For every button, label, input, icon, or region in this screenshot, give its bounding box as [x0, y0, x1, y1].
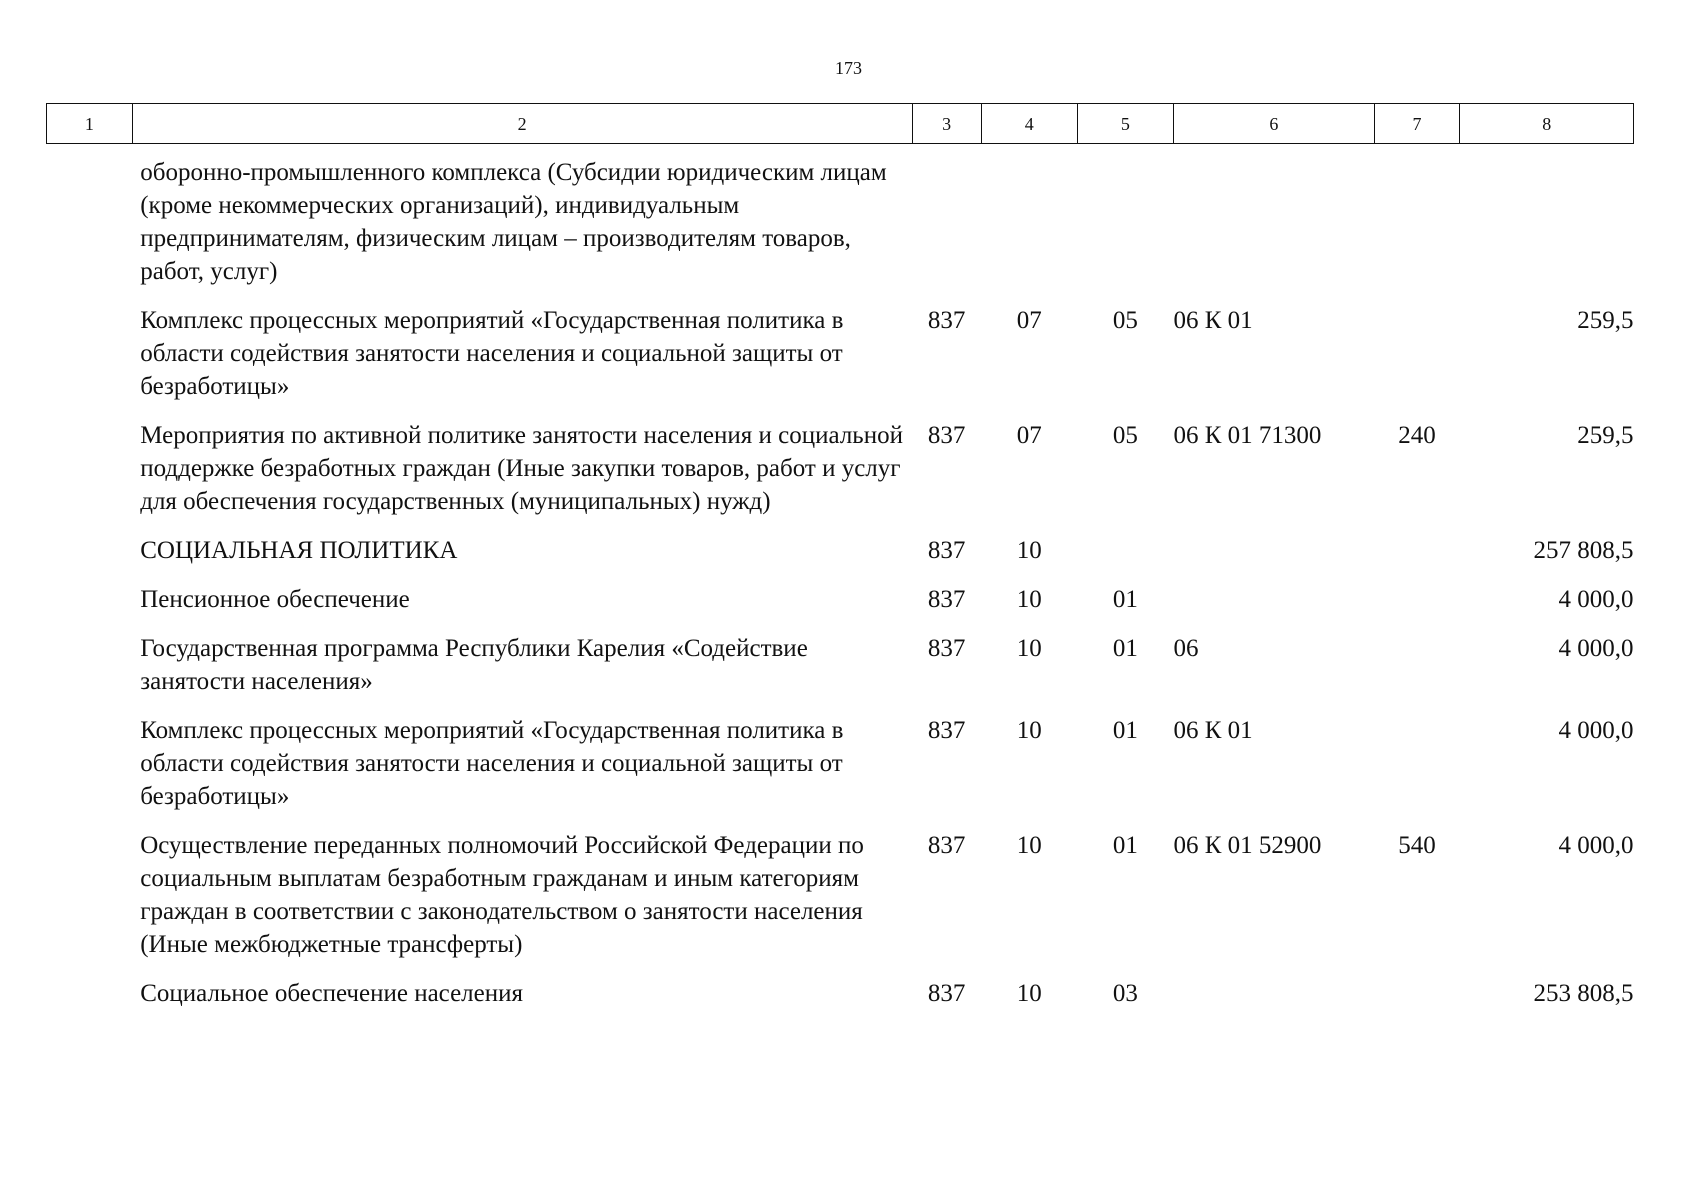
header-col-3: 3 [912, 104, 981, 144]
amount: 4 000,0 [1558, 635, 1634, 662]
target-article-code [1173, 144, 1374, 305]
target-article-code: 06 К 01 [1173, 307, 1253, 334]
target-article-code [1173, 534, 1374, 583]
amount [1460, 144, 1634, 305]
row-name: оборонно-промышленного комплекса (Субсидии юридическим лицам (кроме некоммерческих организаций), индивидуальным предпринимателям, физическим лицам – производителям товаров, работ, услуг) [140, 159, 887, 285]
expense-type-code [1374, 304, 1460, 419]
subsection-code: 05 [1112, 422, 1138, 449]
expense-type-code [1374, 632, 1460, 714]
table-row [47, 419, 1634, 534]
row-number-cell [47, 304, 133, 419]
row-name: Социальное обеспечение населения [140, 980, 524, 1007]
expense-type-code [1374, 534, 1460, 583]
row-number-cell [47, 419, 133, 534]
subsection-code: 05 [1112, 307, 1138, 334]
section-code: 10 [1016, 635, 1042, 662]
ministry-code [912, 144, 981, 305]
target-article-code: 06 К 01 [1173, 717, 1253, 744]
subsection-code: 01 [1112, 635, 1138, 662]
amount: 259,5 [1577, 307, 1634, 334]
row-number-cell [47, 534, 133, 583]
target-article-code [1173, 583, 1374, 632]
section-code: 10 [1016, 832, 1042, 859]
header-col-1: 1 [47, 104, 133, 144]
row-name: Пенсионное обеспечение [140, 586, 410, 613]
table-row [47, 829, 1634, 977]
table-row [47, 304, 1634, 419]
expense-type-code: 240 [1398, 422, 1436, 449]
section-code: 07 [1016, 307, 1042, 334]
expense-type-code [1374, 977, 1460, 1026]
row-number-cell [47, 144, 133, 305]
section-code: 07 [1016, 422, 1042, 449]
section-code: 10 [1016, 537, 1042, 564]
table-row [47, 583, 1634, 632]
target-article-code: 06 К 01 52900 [1173, 832, 1322, 859]
ministry-code: 837 [927, 635, 966, 662]
ministry-code: 837 [927, 717, 966, 744]
row-number-cell [47, 829, 133, 977]
ministry-code: 837 [927, 422, 966, 449]
table-row [47, 632, 1634, 714]
subsection-code [1077, 144, 1173, 305]
target-article-code: 06 К 01 71300 [1173, 422, 1322, 449]
header-col-4: 4 [981, 104, 1077, 144]
amount: 4 000,0 [1558, 586, 1634, 613]
expense-type-code [1374, 714, 1460, 829]
table-header [47, 104, 1634, 144]
ministry-code: 837 [927, 980, 966, 1007]
row-name: Мероприятия по активной политике занятости населения и социальной поддержке безработных граждан (Иные закупки товаров, работ и услуг для обеспечения государственных (муниципальных) нужд) [140, 422, 903, 515]
amount: 4 000,0 [1558, 832, 1634, 859]
table-row [47, 144, 1634, 305]
row-name: СОЦИАЛЬНАЯ ПОЛИТИКА [140, 537, 458, 564]
section-code: 10 [1016, 717, 1042, 744]
expense-type-code [1374, 144, 1460, 305]
subsection-code: 01 [1112, 832, 1138, 859]
expense-type-code: 540 [1398, 832, 1436, 859]
ministry-code: 837 [927, 537, 966, 564]
subsection-code [1077, 534, 1173, 583]
row-name: Комплекс процессных мероприятий «Государственная политика в области содействия занятости населения и социальной защиты от безработицы» [140, 717, 844, 810]
header-row [47, 104, 1634, 144]
subsection-code: 01 [1112, 586, 1138, 613]
header-col-8: 8 [1460, 104, 1634, 144]
header-col-7: 7 [1374, 104, 1460, 144]
table-row [47, 977, 1634, 1026]
section-code: 10 [1016, 980, 1042, 1007]
ministry-code: 837 [927, 586, 966, 613]
row-name: Государственная программа Республики Карелия «Содействие занятости населения» [140, 635, 808, 695]
amount: 4 000,0 [1558, 717, 1634, 744]
target-article-code: 06 [1173, 635, 1199, 662]
row-number-cell [47, 714, 133, 829]
amount: 259,5 [1577, 422, 1634, 449]
header-col-2: 2 [132, 104, 912, 144]
amount: 257 808,5 [1533, 537, 1634, 564]
row-number-cell [47, 977, 133, 1026]
ministry-code: 837 [927, 307, 966, 334]
expense-type-code [1374, 583, 1460, 632]
subsection-code: 03 [1112, 980, 1138, 1007]
table-body [47, 144, 1634, 1027]
amount: 253 808,5 [1533, 980, 1634, 1007]
ministry-code: 837 [927, 832, 966, 859]
row-number-cell [47, 632, 133, 714]
header-col-5: 5 [1077, 104, 1173, 144]
section-code [981, 144, 1077, 305]
header-col-6: 6 [1173, 104, 1374, 144]
section-code: 10 [1016, 586, 1042, 613]
budget-table [46, 103, 1634, 1026]
subsection-code: 01 [1112, 717, 1138, 744]
table-row [47, 714, 1634, 829]
table-row [47, 534, 1634, 583]
row-name: Осуществление переданных полномочий Российской Федерации по социальным выплатам безработным гражданам и иным категориям граждан в соответствии с законодательством о занятости населения (Иные межбюджетные трансферты) [140, 832, 864, 958]
row-number-cell [47, 583, 133, 632]
target-article-code [1173, 977, 1374, 1026]
page-number: 173 [835, 58, 862, 78]
row-name: Комплекс процессных мероприятий «Государственная политика в области содействия занятости населения и социальной защиты от безработицы» [140, 307, 844, 400]
